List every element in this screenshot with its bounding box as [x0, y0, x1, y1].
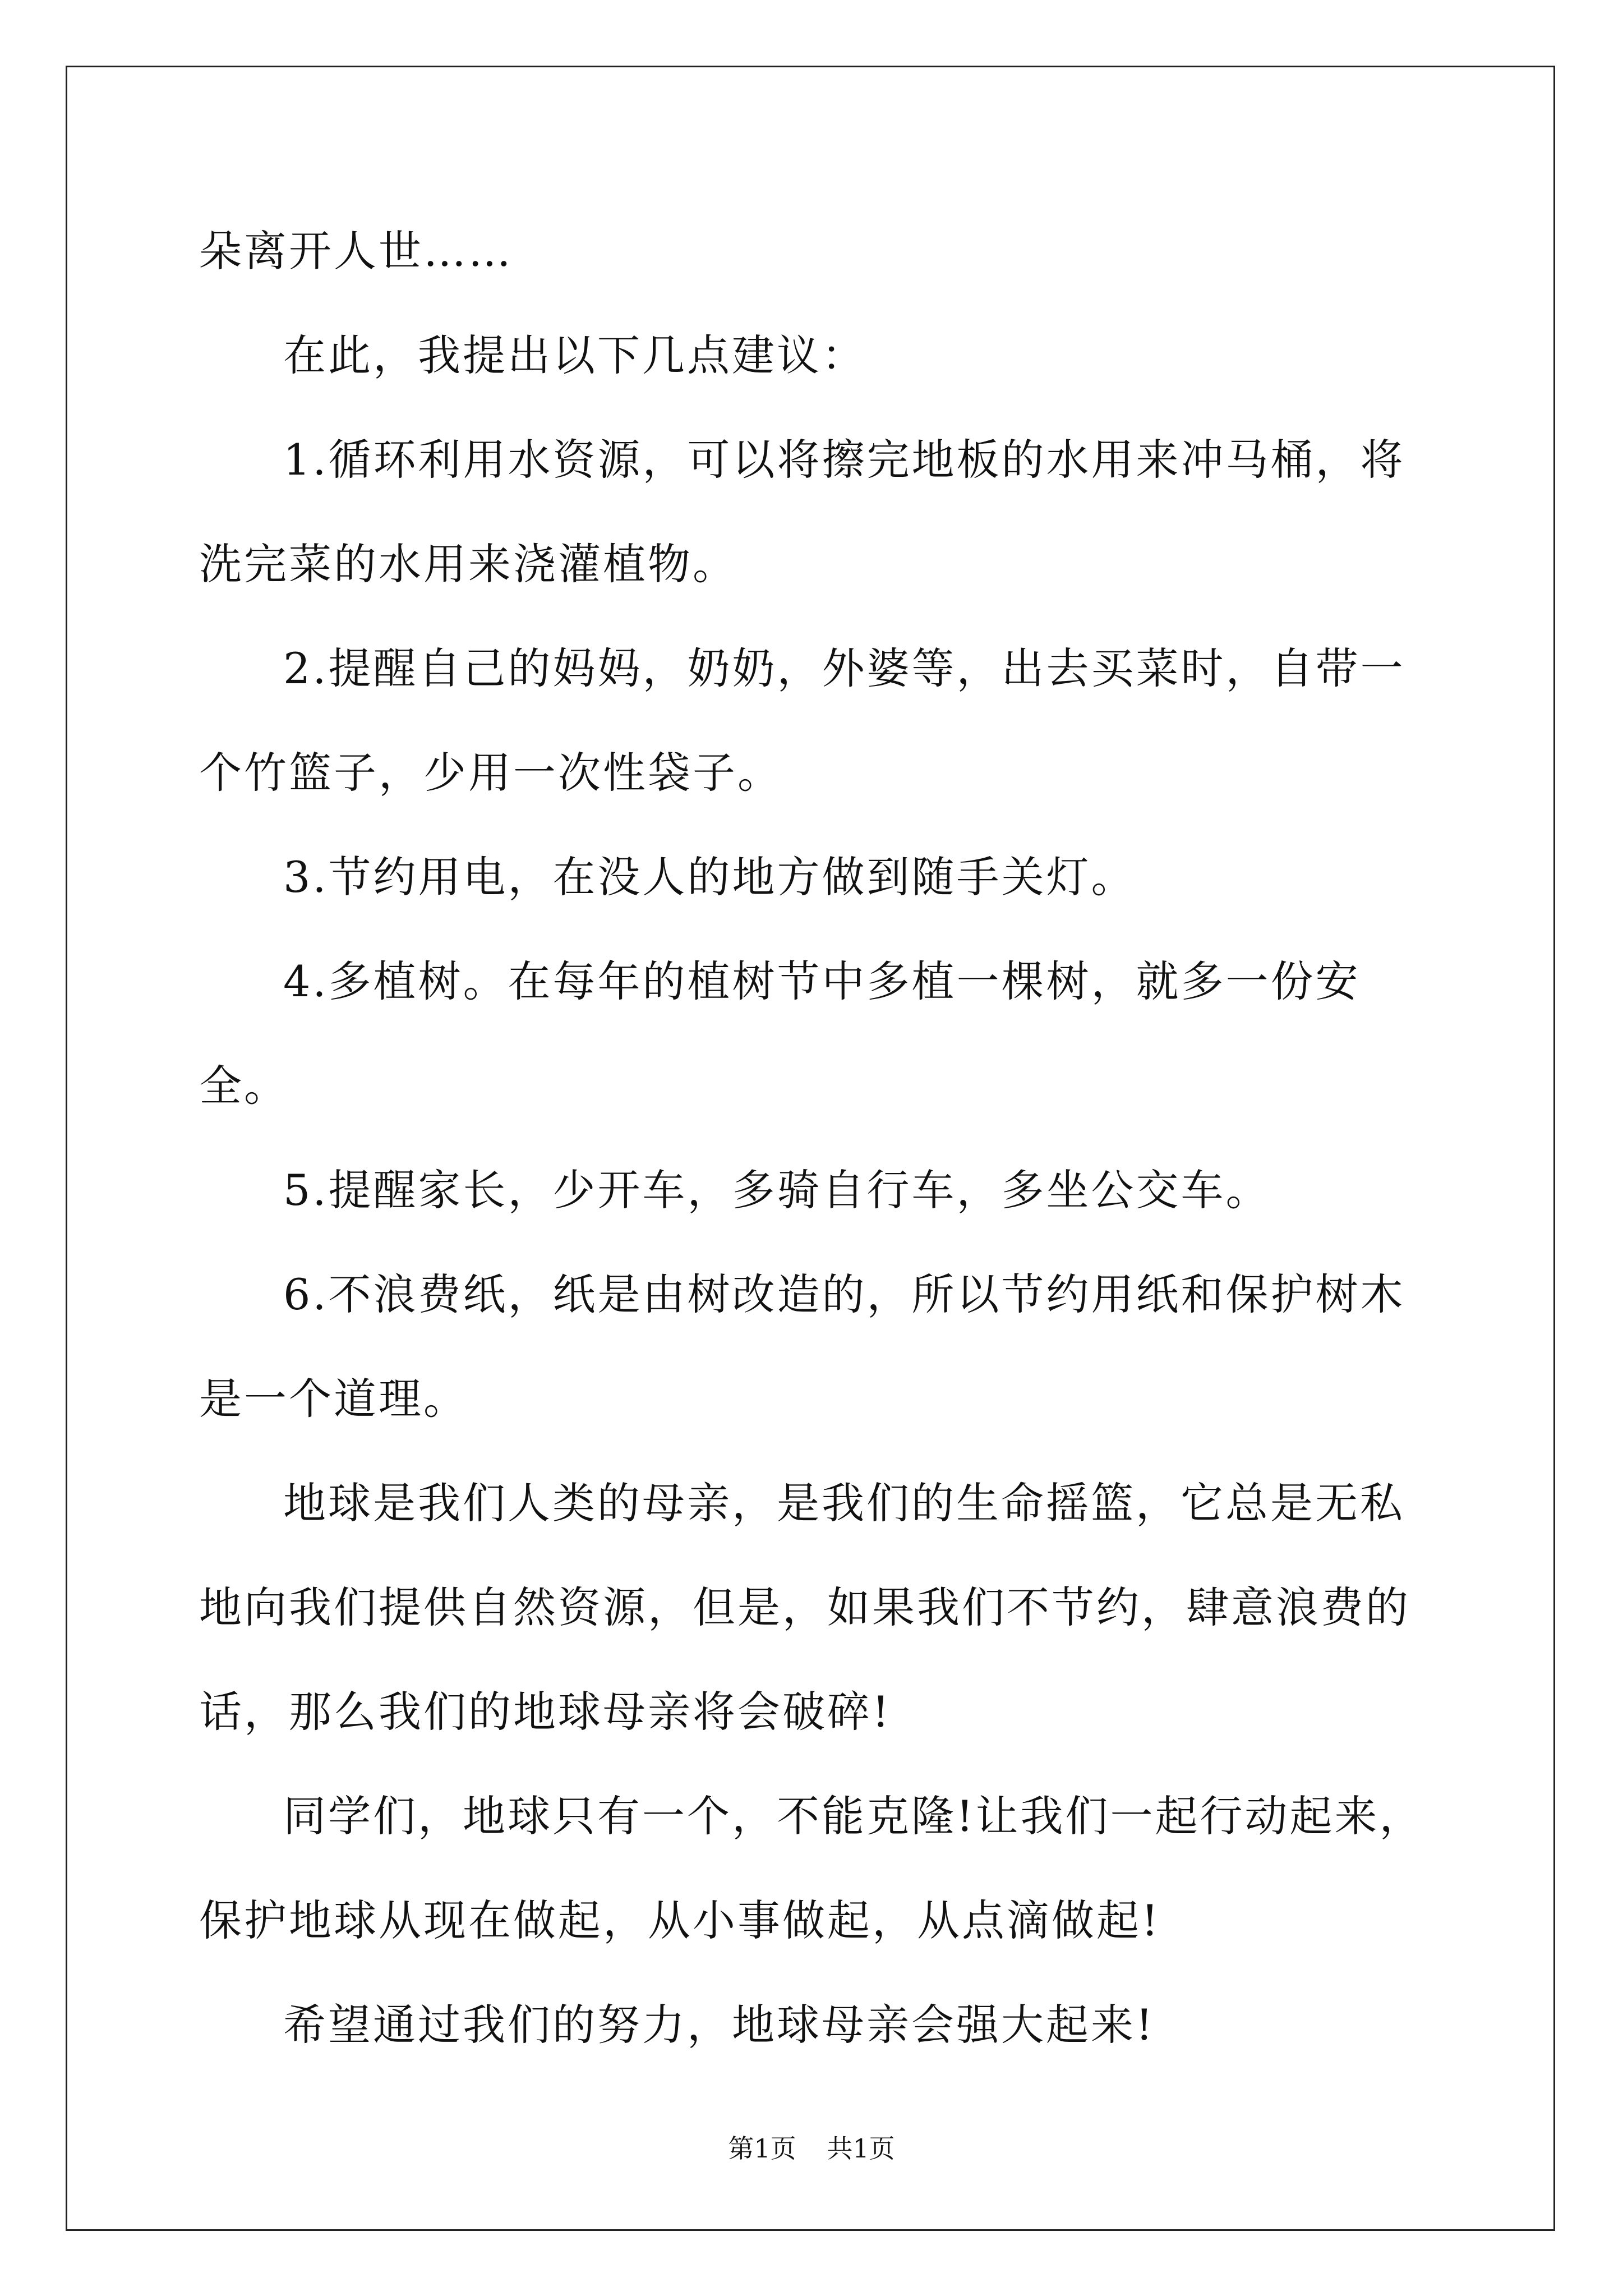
paragraph-continuation: 朵离开人世……: [199, 226, 513, 276]
page-number: 第1页: [728, 2133, 796, 2164]
paragraph-closing: 希望通过我们的努力，地球母亲会强大起来!: [283, 2000, 1155, 2050]
paragraph-suggestion-2: 2.提醒自己的妈妈，奶奶，外婆等，出去买菜时，自带一个竹篮子，少用一次性袋子。: [199, 643, 1405, 798]
paragraph-suggestion-3: 3.节约用电，在没人的地方做到随手关灯。: [283, 852, 1136, 902]
paragraph-intro: 在此，我提出以下几点建议：: [283, 330, 866, 380]
document-body: [199, 199, 1428, 2077]
paragraph-earth-mother: 地球是我们人类的母亲，是我们的生命摇篮，它总是无私地向我们提供自然资源，但是，如果我们不节约，肆意浪费的话，那么我们的地球母亲将会破碎!: [199, 1478, 1410, 1737]
paragraph-call-to-action: 同学们，地球只有一个，不能克隆!让我们一起行动起来，保护地球从现在做起，从小事做起，从点滴做起!: [199, 1791, 1424, 1945]
paragraph-suggestion-1: 1.循环利用水资源，可以将擦完地板的水用来冲马桶，将洗完菜的水用来浇灌植物。: [199, 435, 1405, 589]
paragraph-suggestion-6: 6.不浪费纸，纸是由树改造的，所以节约用纸和保护树木是一个道理。: [199, 1269, 1405, 1424]
paragraph-suggestion-5: 5.提醒家长，少开车，多骑自行车，多坐公交车。: [283, 1165, 1271, 1215]
page-footer: [0, 2132, 1623, 2165]
page-total: 共1页: [827, 2133, 895, 2164]
paragraph-suggestion-4: 4.多植树。在每年的植树节中多植一棵树，就多一份安全。: [199, 956, 1361, 1111]
